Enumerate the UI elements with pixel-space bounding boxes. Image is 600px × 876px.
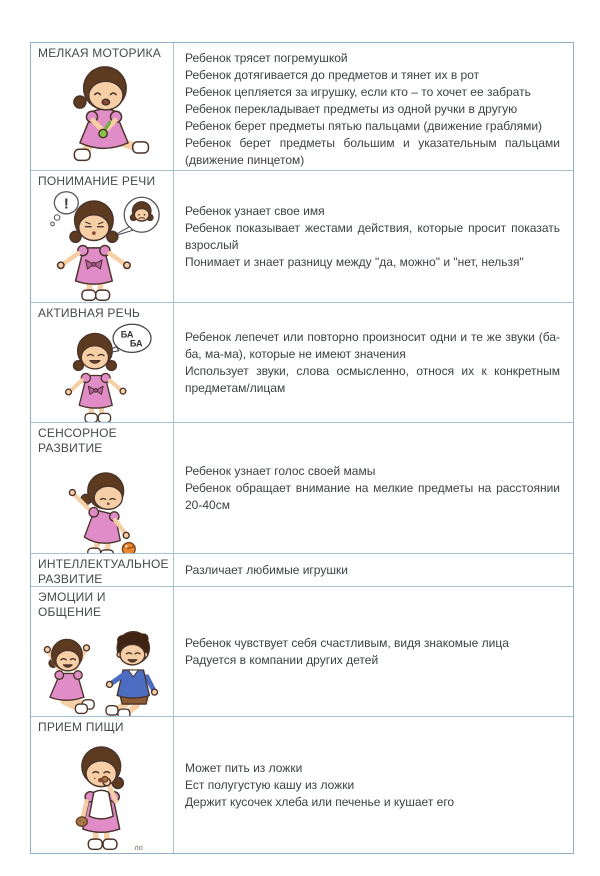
category-cell <box>31 587 174 716</box>
category-title: ПОНИМАНИЕ РЕЧИ <box>38 174 156 188</box>
artist-signature: ло <box>133 842 143 852</box>
milestones-cell <box>174 554 573 586</box>
milestone-item: Ребенок узнает голос своей мамы <box>185 463 376 478</box>
milestone-item: Ест полугустую кашу из ложки <box>185 777 355 792</box>
table-row <box>31 171 573 303</box>
category-cell <box>31 171 174 302</box>
girl-with-ball-icon <box>38 455 169 553</box>
category-title: ИНТЕЛЛЕКТУАЛЬНОЕ РАЗВИТИЕ <box>38 557 169 586</box>
girl-eating-icon <box>38 735 169 853</box>
milestones-cell <box>174 587 573 716</box>
milestone-item: Ребенок цепляется за игрушку, если кто – то хочет ее забрать <box>185 85 531 99</box>
category-title: АКТИВНАЯ РЕЧЬ <box>38 306 141 320</box>
two-children-icon <box>38 619 169 716</box>
category-cell <box>31 423 174 553</box>
girl-sitting-with-rattle-icon <box>38 61 169 170</box>
milestone-item: Может пить из ложки <box>185 760 303 775</box>
milestone-item: Ребенок берет предметы пятью пальцами (движение граблями) <box>185 119 543 133</box>
category-cell <box>31 43 174 170</box>
milestone-item: Ребенок узнает свое имя <box>185 203 325 218</box>
girl-shrugging-bubbles-icon <box>38 189 169 303</box>
table-row <box>31 587 573 717</box>
girl-babbling-icon <box>38 321 169 423</box>
table-row <box>31 303 573 423</box>
table-row <box>31 423 573 554</box>
svg-text:!: ! <box>63 195 69 212</box>
milestone-item: Ребенок дотягивается до предметов и тянет их в рот <box>185 68 480 82</box>
table-row <box>31 717 573 853</box>
category-title: СЕНСОРНОЕ РАЗВИТИЕ <box>38 426 117 455</box>
svg-text:БА: БА <box>129 338 143 349</box>
category-title: ПРИЕМ ПИЩИ <box>38 720 124 734</box>
category-cell <box>31 717 174 853</box>
svg-text:БА: БА <box>120 329 133 340</box>
milestone-item: Ребенок берет предметы большим и указательным пальцами (движение пинцетом) <box>185 136 560 167</box>
milestone-item: Понимает и знает разницу между "да, можно" и "нет, нельзя" <box>185 254 524 269</box>
milestones-cell <box>174 717 573 853</box>
category-cell <box>31 303 174 422</box>
table-row <box>31 43 573 171</box>
category-cell <box>31 554 174 586</box>
milestone-item: Ребенок трясет погремушкой <box>185 51 348 65</box>
milestone-item: Ребенок лепечет или повторно произносит одни и те же звуки (ба-ба, ма-ма), которые не имеют значения <box>185 329 560 361</box>
milestones-cell <box>174 171 573 302</box>
milestones-cell <box>174 423 573 553</box>
milestone-item: Различает любимые игрушки <box>185 562 348 577</box>
milestone-item: Ребенок обращает внимание на мелкие предметы на расстоянии 20-40см <box>185 480 560 512</box>
milestone-item: Держит кусочек хлеба или печенье и кушает его <box>185 794 455 809</box>
category-title: ЭМОЦИИ И ОБЩЕНИЕ <box>38 590 106 619</box>
milestones-table <box>30 42 574 854</box>
table-row <box>31 554 573 587</box>
milestones-cell <box>174 303 573 422</box>
milestone-item: Ребенок чувствует себя счастливым, видя знакомые лица <box>185 635 509 650</box>
milestone-item: Использует звуки, слова осмысленно, относя их к конкретным предметам/лицам <box>185 363 560 395</box>
milestone-item: Ребенок показывает жестами действия, которые просит показать взрослый <box>185 220 560 252</box>
milestones-cell <box>174 43 573 170</box>
milestone-item: Радуется в компании других детей <box>185 652 379 667</box>
milestone-item: Ребенок перекладывает предметы из одной ручки в другую <box>185 102 518 116</box>
category-title: МЕЛКАЯ МОТОРИКА <box>38 46 161 60</box>
